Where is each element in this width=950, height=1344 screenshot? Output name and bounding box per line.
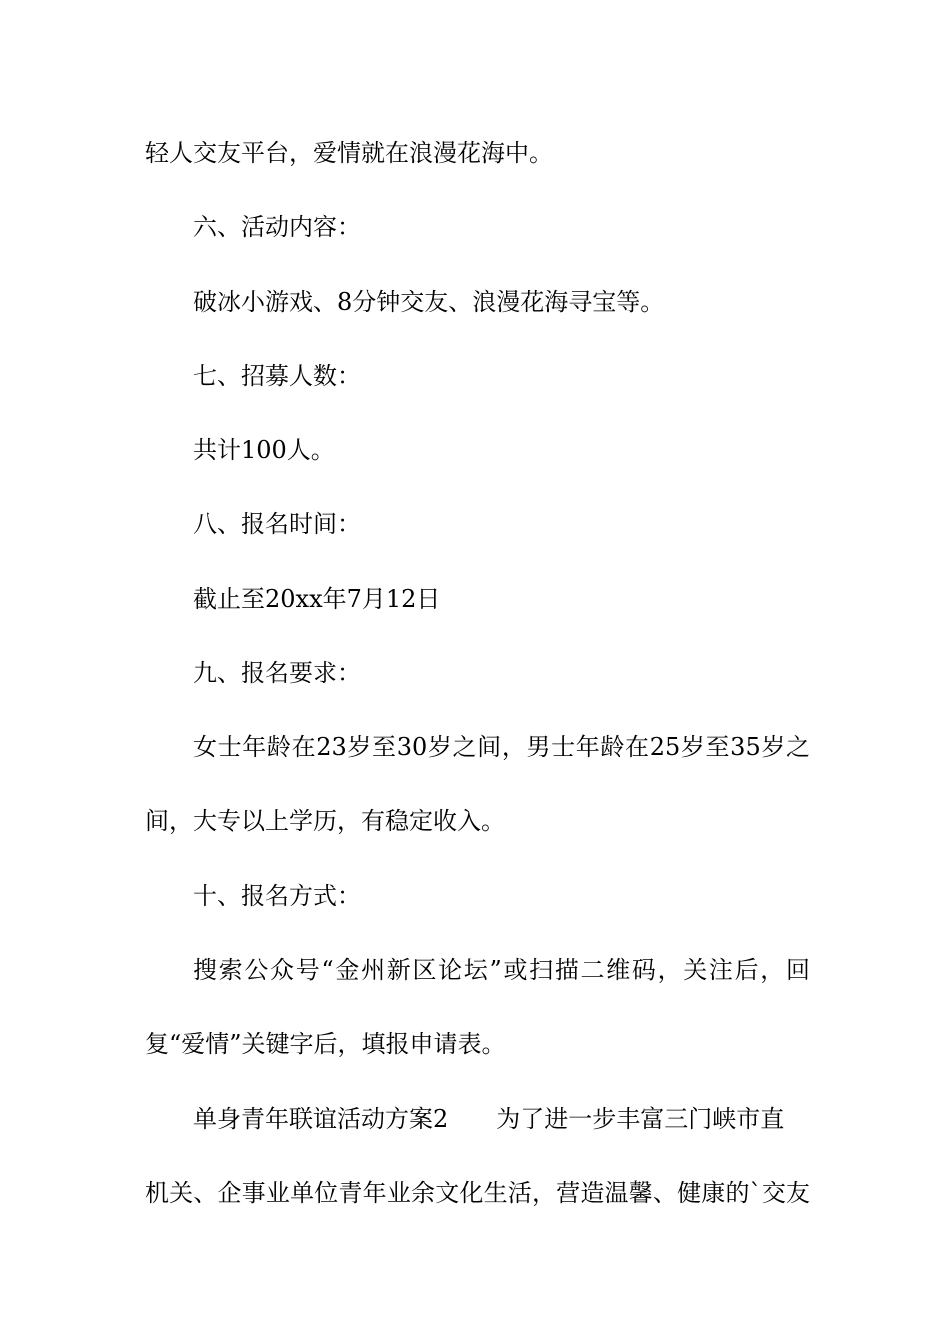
paragraph-line: 轻人交友平台，爱情就在浪漫花海中。	[145, 139, 553, 167]
paragraph-line: 共计100人。	[193, 436, 335, 464]
paragraph-line: 间，大专以上学历，有稳定收入。	[145, 807, 505, 835]
paragraph-line: 机关、企事业单位青年业余文化生活，营造温馨、健康的`交友	[145, 1179, 810, 1207]
section-heading: 七、招募人数：	[193, 362, 361, 390]
section-heading: 八、报名时间：	[193, 510, 361, 538]
document-section-title: 单身青年联谊活动方案2	[193, 1105, 449, 1133]
paragraph-line: 复“爱情”关键字后，填报申请表。	[145, 1030, 506, 1058]
section-heading: 十、报名方式：	[193, 882, 361, 910]
section-heading: 六、活动内容：	[193, 213, 361, 241]
paragraph-line: 搜索公众号“金州新区论坛”或扫描二维码，关注后，回	[193, 956, 810, 984]
paragraph-line: 破冰小游戏、8分钟交友、浪漫花海寻宝等。	[193, 288, 665, 316]
paragraph-text: 为了进一步丰富三门峡市直	[496, 1105, 785, 1133]
paragraph-line: 女士年龄在23岁至30岁之间，男士年龄在25岁至35岁之	[193, 733, 810, 761]
paragraph-line-with-title	[145, 1104, 810, 1134]
section-heading: 九、报名要求：	[193, 659, 361, 687]
paragraph-line: 截止至20xx年7月12日	[193, 585, 441, 613]
